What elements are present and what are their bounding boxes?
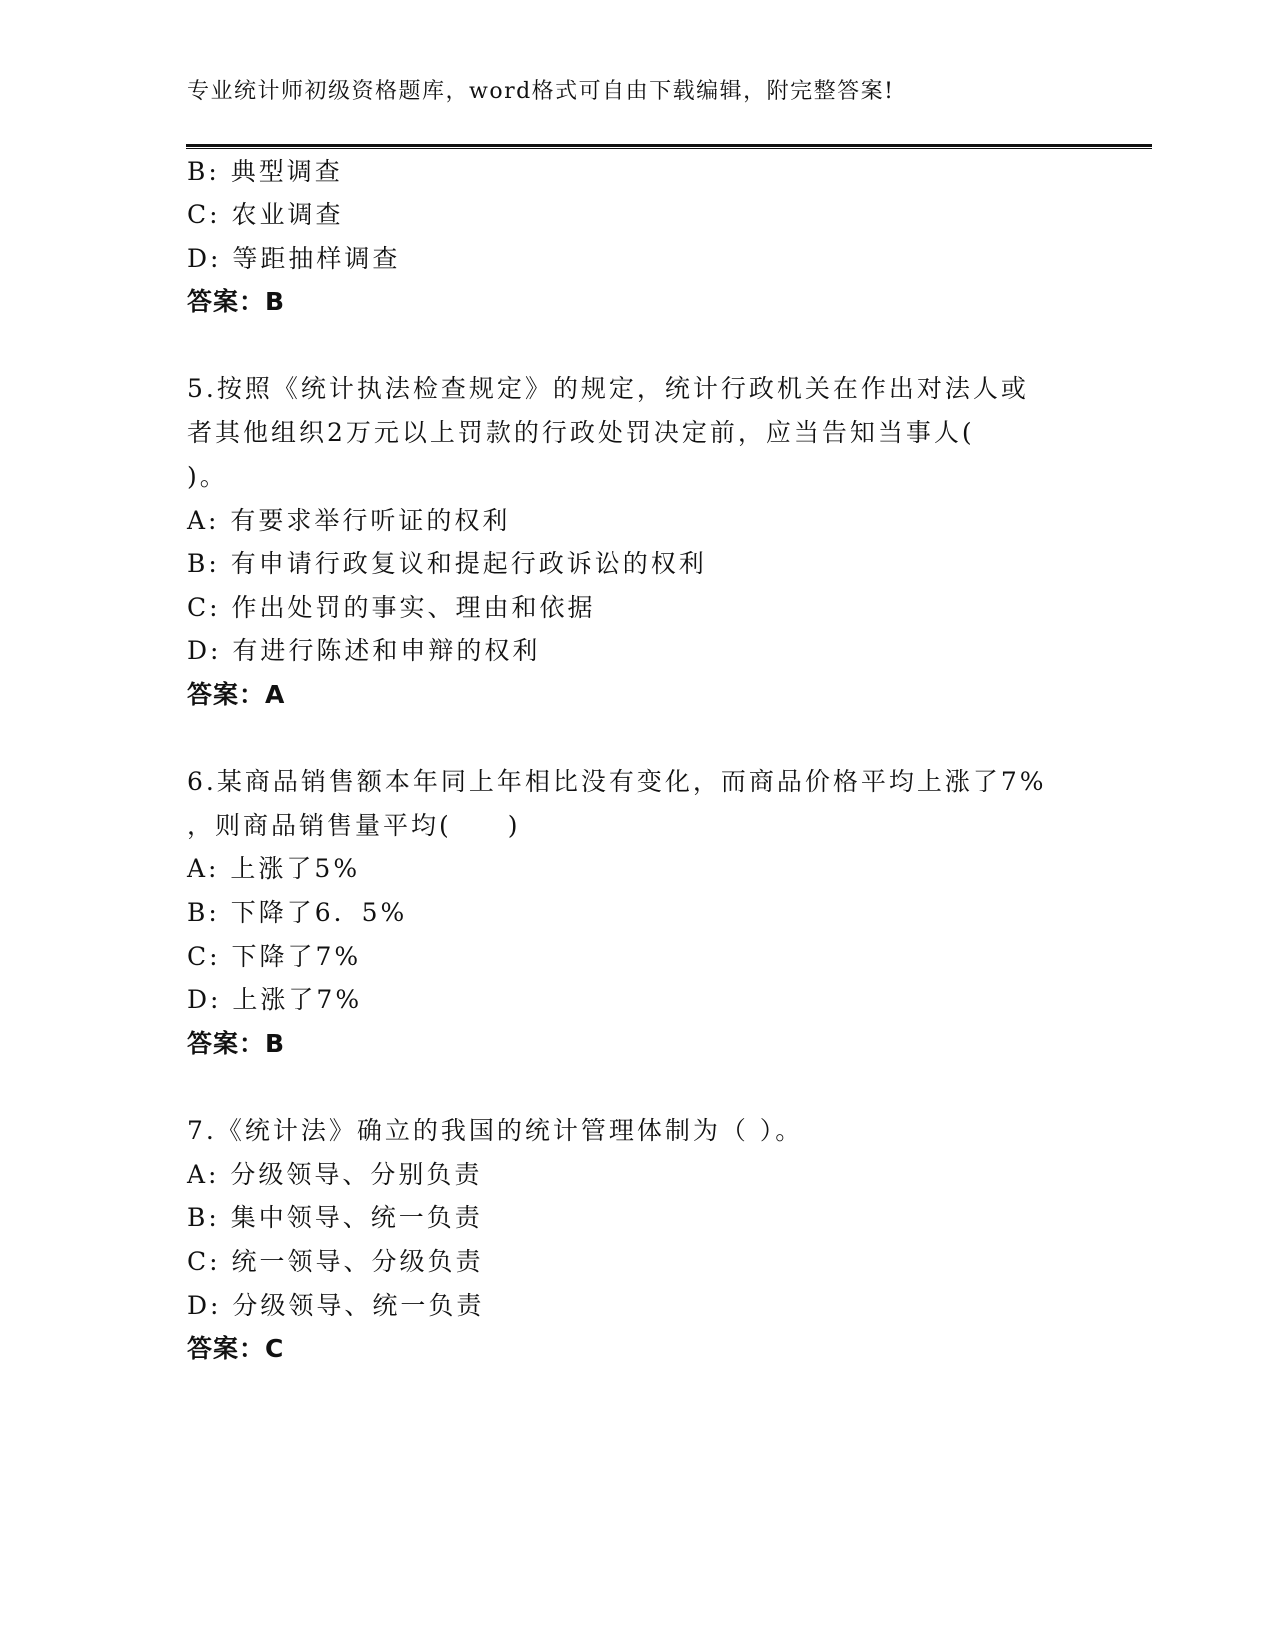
q5-stem-line-3: )。 [187, 462, 228, 491]
q6-stem-line-2: ，则商品销售量平均( ) [187, 811, 521, 840]
q4-option-c: C: 农业调查 [187, 200, 344, 229]
q5-stem-line-2: 者其他组织2万元以上罚款的行政处罚决定前，应当告知当事人( [187, 418, 975, 447]
q5-stem-line-1: 5.按照《统计执法检查规定》的规定，统计行政机关在作出对法人或 [187, 374, 1029, 403]
page-header: 专业统计师初级资格题库，word格式可自由下载编辑，附完整答案! [187, 79, 895, 104]
q6-option-c: C: 下降了7% [187, 942, 362, 971]
q4-option-b: B: 典型调查 [187, 157, 343, 186]
q4-option-d: D: 等距抽样调查 [187, 244, 401, 273]
q7-answer: 答案：C [187, 1334, 285, 1363]
q7-option-b: B: 集中领导、统一负责 [187, 1203, 483, 1232]
q5-answer: 答案：A [187, 680, 286, 709]
q6-answer: 答案：B [187, 1029, 286, 1058]
q4-answer: 答案：B [187, 287, 286, 316]
q5-option-d: D: 有进行陈述和申辩的权利 [187, 636, 541, 665]
q5-option-a: A: 有要求举行听证的权利 [187, 506, 511, 535]
header-rule [186, 144, 1152, 149]
q7-option-c: C: 统一领导、分级负责 [187, 1247, 484, 1276]
q6-stem-line-1: 6.某商品销售额本年同上年相比没有变化，而商品价格平均上涨了7% [187, 767, 1047, 796]
q7-option-d: D: 分级领导、统一负责 [187, 1291, 485, 1320]
q7-stem-line-1: 7.《统计法》确立的我国的统计管理体制为（ ）。 [187, 1116, 804, 1145]
q7-option-a: A: 分级领导、分别负责 [187, 1160, 483, 1189]
q6-option-b: B: 下降了6．5% [187, 898, 408, 927]
q5-option-c: C: 作出处罚的事实、理由和依据 [187, 593, 596, 622]
q6-option-d: D: 上涨了7% [187, 985, 363, 1014]
q6-option-a: A: 上涨了5% [187, 854, 361, 883]
q5-option-b: B: 有申请行政复议和提起行政诉讼的权利 [187, 549, 707, 578]
